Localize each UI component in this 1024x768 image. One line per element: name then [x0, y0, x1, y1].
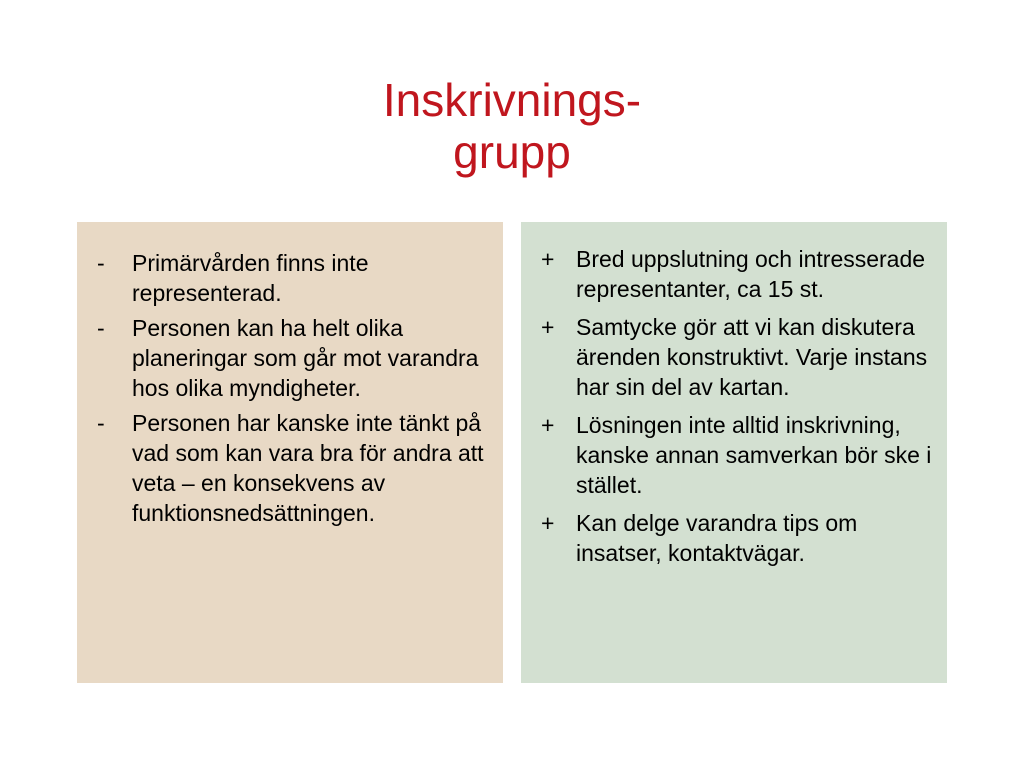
cons-item — [92, 313, 492, 403]
pros-item — [536, 312, 941, 402]
cons-panel — [77, 222, 503, 683]
slide-title-line-2: grupp — [453, 126, 571, 178]
pros-item-text: Samtycke gör att vi kan diskutera ärenden konstruktivt. Varje instans har sin del av kartan. — [576, 314, 928, 400]
pros-item-text: Bred uppslutning och intresserade representanter, ca 15 st. — [576, 246, 926, 302]
plus-bullet: + — [541, 314, 555, 340]
plus-bullet: + — [541, 412, 555, 438]
plus-bullet: + — [541, 510, 555, 536]
pros-item — [536, 244, 941, 304]
plus-bullet: + — [541, 246, 555, 272]
pros-item — [536, 508, 941, 568]
pros-panel — [521, 222, 947, 683]
pros-list — [536, 244, 941, 576]
dash-bullet: - — [97, 410, 105, 436]
slide-title — [0, 74, 1024, 178]
dash-bullet: - — [97, 250, 105, 276]
cons-item-text: Personen har kanske inte tänkt på vad som kan vara bra för andra att veta – en konsekvens av funktionsnedsättningen. — [132, 410, 484, 526]
pros-item-text: Lösningen inte alltid inskrivning, kanske annan samverkan bör ske i stället. — [576, 412, 932, 498]
slide-title-line-1: Inskrivnings- — [382, 74, 642, 126]
cons-item-text: Primärvården finns inte representerad. — [132, 250, 369, 306]
dash-bullet: - — [97, 315, 105, 341]
pros-item — [536, 410, 941, 500]
cons-item-text: Personen kan ha helt olika planeringar som går mot varandra hos olika myndigheter. — [132, 315, 479, 401]
cons-item — [92, 248, 492, 308]
cons-list — [92, 248, 492, 533]
cons-item — [92, 408, 492, 528]
pros-item-text: Kan delge varandra tips om insatser, kontaktvägar. — [576, 510, 858, 566]
